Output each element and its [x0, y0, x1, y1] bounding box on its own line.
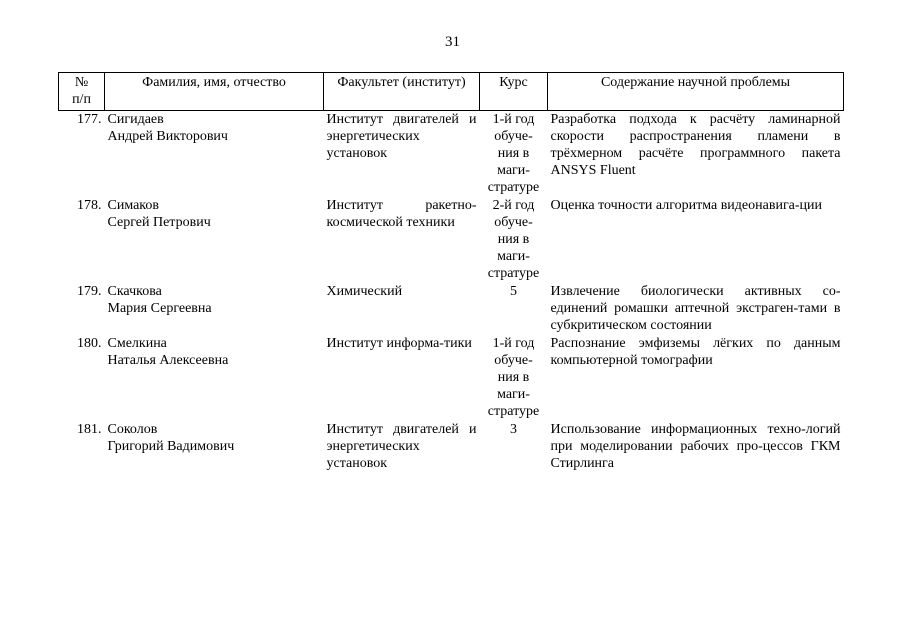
person-name	[105, 197, 324, 283]
research-topic: Извлечение биологически активных со-единений ромашки аптечной экстраген-тами в субкритическом состоянии	[550, 284, 841, 333]
course-line: стратуре	[487, 266, 540, 281]
course-line: маги-	[497, 387, 530, 402]
course-line: обуче-	[494, 129, 533, 144]
person-name	[105, 283, 324, 335]
header-course: Курс	[480, 73, 548, 111]
research-topic: Использование информационных техно-логий при моделировании рабочих про-цессов ГКМ Стирлинга	[550, 422, 841, 471]
row-number: 178.	[77, 198, 102, 213]
course-line: маги-	[497, 249, 530, 264]
course-line: обуче-	[494, 353, 533, 368]
course	[480, 283, 548, 335]
course-line: 2-й год	[492, 198, 535, 213]
course	[480, 197, 548, 283]
faculty: Институт двигателей и энергетических установок	[326, 422, 477, 471]
table-row	[59, 111, 844, 198]
person-name	[105, 335, 324, 421]
research-topic: Разработка подхода к расчёту ламинарной скорости распространения пламени в трёхмерном расчёте программного пакета ANSYS Fluent	[550, 112, 841, 178]
surname: Сигидаев	[107, 112, 164, 127]
faculty: Институт ракетно-космической техники	[326, 198, 477, 230]
course-line: обуче-	[494, 215, 533, 230]
table-header-row	[59, 73, 844, 111]
row-number: 177.	[77, 112, 102, 127]
table-row	[59, 283, 844, 335]
row-number: 179.	[77, 284, 102, 299]
faculty: Институт информа-тики	[326, 336, 472, 351]
header-faculty: Факультет (институт)	[324, 73, 480, 111]
course-line: стратуре	[487, 180, 540, 195]
course-line: ния в	[497, 232, 530, 247]
given-names: Наталья Алексеевна	[107, 353, 229, 368]
course-line: ния в	[497, 370, 530, 385]
course-line: маги-	[497, 163, 530, 178]
course-line: 5	[510, 284, 517, 299]
given-names: Григорий Вадимович	[107, 439, 235, 454]
given-names: Мария Сергеевна	[107, 301, 212, 316]
surname: Смелкина	[107, 336, 167, 351]
table-row	[59, 335, 844, 421]
header-topic: Содержание научной проблемы	[548, 73, 844, 111]
row-number: 181.	[77, 422, 102, 437]
row-number: 180.	[77, 336, 102, 351]
course	[480, 421, 548, 473]
page-number: 31	[445, 34, 460, 50]
header-name: Фамилия, имя, отчество	[105, 73, 324, 111]
surname: Симаков	[107, 198, 160, 213]
table-row	[59, 197, 844, 283]
course-line: 3	[510, 422, 517, 437]
faculty: Химический	[326, 284, 403, 299]
given-names: Сергей Петрович	[107, 215, 211, 230]
research-topic: Оценка точности алгоритма видеонавига-ции	[550, 198, 823, 213]
header-num: № п/п	[59, 73, 105, 111]
student-research-table	[58, 72, 844, 473]
course-line: 1-й год	[492, 336, 535, 351]
course	[480, 111, 548, 198]
research-topic: Распознание эмфиземы лёгких по данным компьютерной томографии	[550, 336, 841, 368]
course-line: 1-й год	[492, 112, 535, 127]
course-line: стратуре	[487, 404, 540, 419]
course	[480, 335, 548, 421]
given-names: Андрей Викторович	[107, 129, 228, 144]
surname: Соколов	[107, 422, 158, 437]
person-name	[105, 111, 324, 198]
course-line: ния в	[497, 146, 530, 161]
faculty: Институт двигателей и энергетических установок	[326, 112, 477, 161]
table-row	[59, 421, 844, 473]
person-name	[105, 421, 324, 473]
surname: Скачкова	[107, 284, 162, 299]
